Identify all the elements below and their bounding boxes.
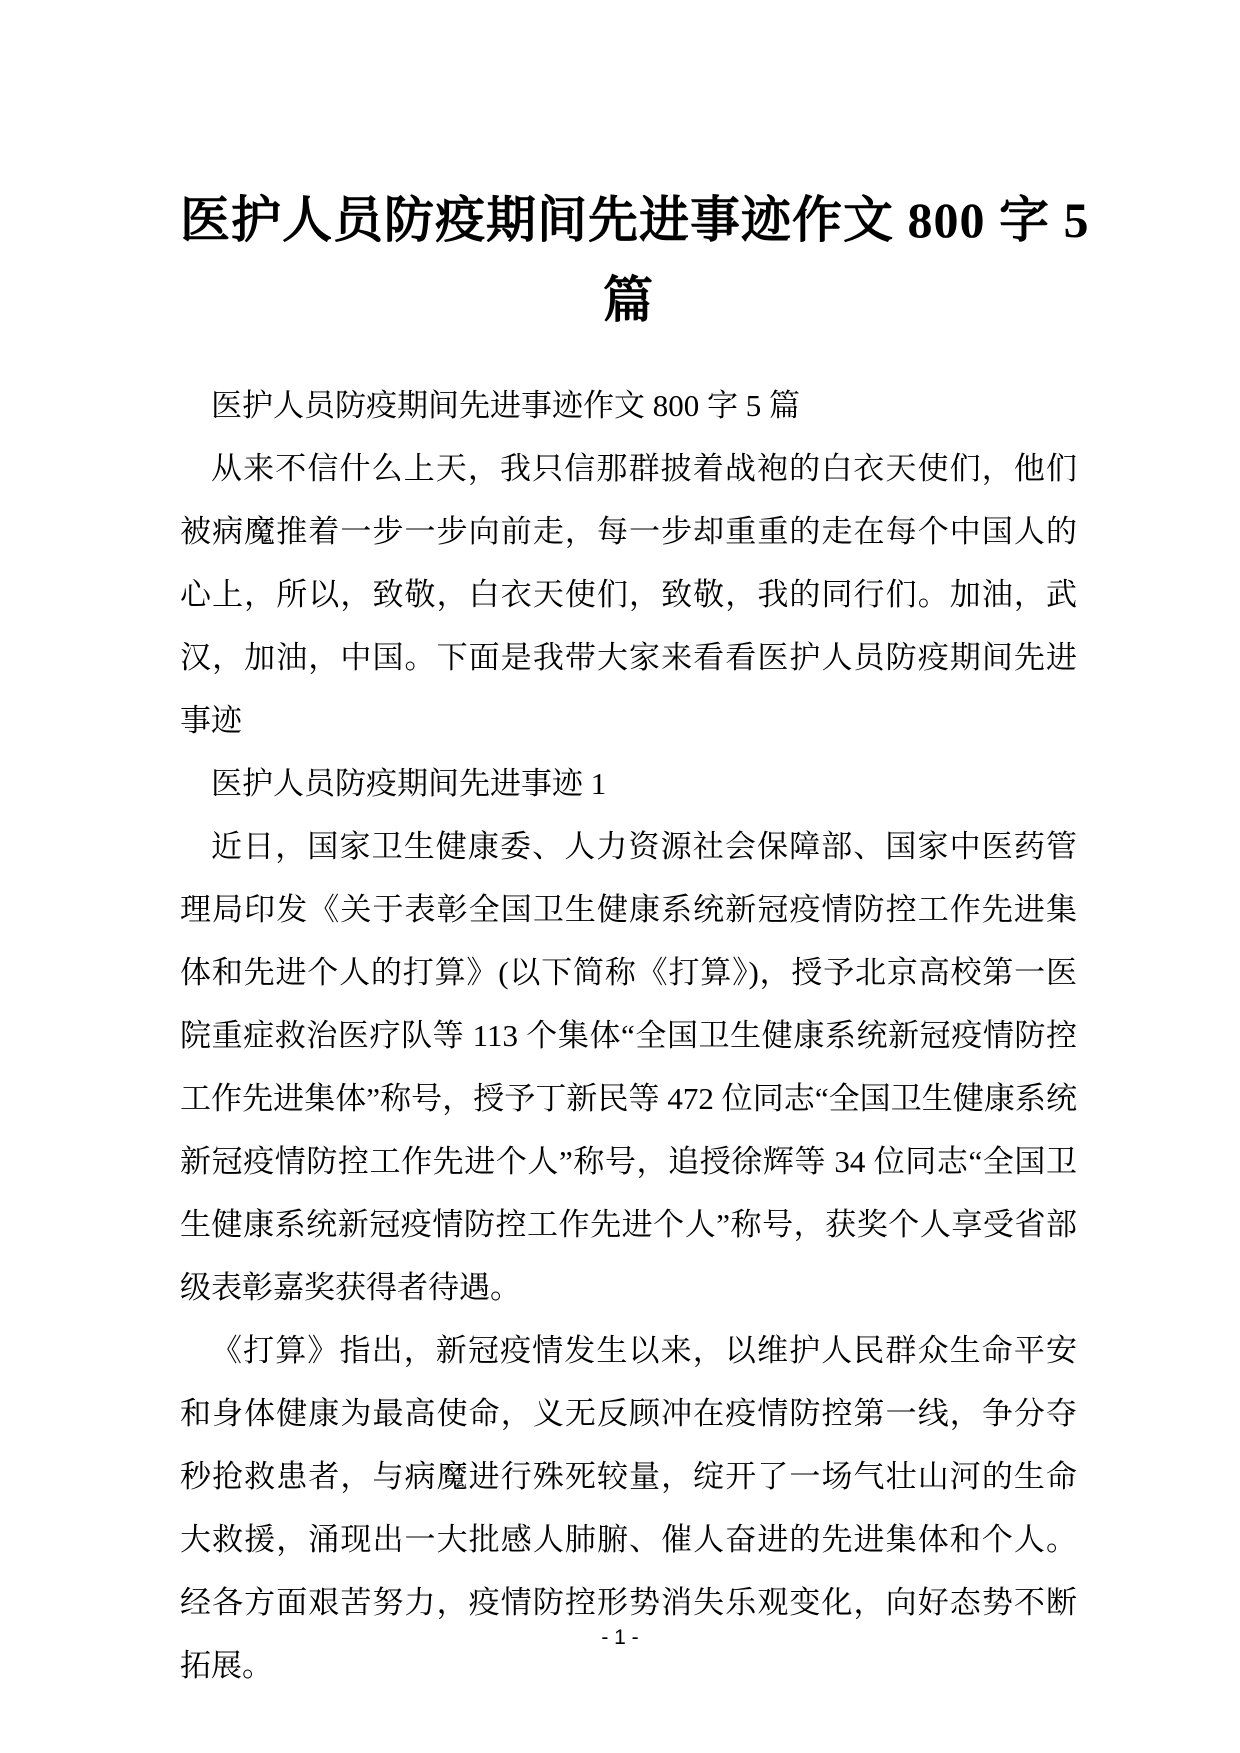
paragraph: 《打算》指出，新冠疫情发生以来，以维护人民群众生命平安和身体健康为最高使命，义无反顾冲在疫情防控第一线，争分夺秒抢救患者，与病魔进行殊死较量，绽开了一场气壮山河的生命大救援，涌现出一大批感人肺腑、催人奋进的先进集体和个人。经各方面艰苦努力，疫情防控形势消失乐观变化，向好态势不断拓展。: [180, 1333, 1077, 1683]
paragraph: 近日，国家卫生健康委、人力资源社会保障部、国家中医药管理局印发《关于表彰全国卫生健康系统新冠疫情防控工作先进集体和先进个人的打算》(以下简称《打算》)，授予北京高校第一医院重症救治医疗队等 113 个集体“全国卫生健康系统新冠疫情防控工作先进集体”称号，授予丁新民等 472 位同志“全国卫生健康系统新冠疫情防控工作先进个人”称号，追授徐辉等 34 位同志“全国卫生健康系统新冠疫情防控工作先进个人”称号，获奖个人享受省部级表彰嘉奖获得者待遇。: [180, 829, 1077, 1305]
document-title: [180, 180, 1090, 340]
document-body: [180, 374, 1077, 1697]
page-content: [180, 0, 1090, 1697]
paragraph: 医护人员防疫期间先进事迹 1: [211, 766, 607, 801]
document-title-line: 医护人员防疫期间先进事迹作文 800 字 5: [180, 192, 1090, 248]
document-title-line: 篇: [603, 272, 654, 328]
page-number-footer: - 1 -: [601, 1626, 639, 1649]
paragraph: 从来不信什么上天，我只信那群披着战袍的白衣天使们，他们被病魔推着一步一步向前走，每一步却重重的走在每个中国人的心上，所以，致敬，白衣天使们，致敬，我的同行们。加油，武汉，加油，中国。下面是我带大家来看看医护人员防疫期间先进事迹: [180, 451, 1077, 738]
paragraph: 医护人员防疫期间先进事迹作文 800 字 5 篇: [211, 388, 800, 423]
